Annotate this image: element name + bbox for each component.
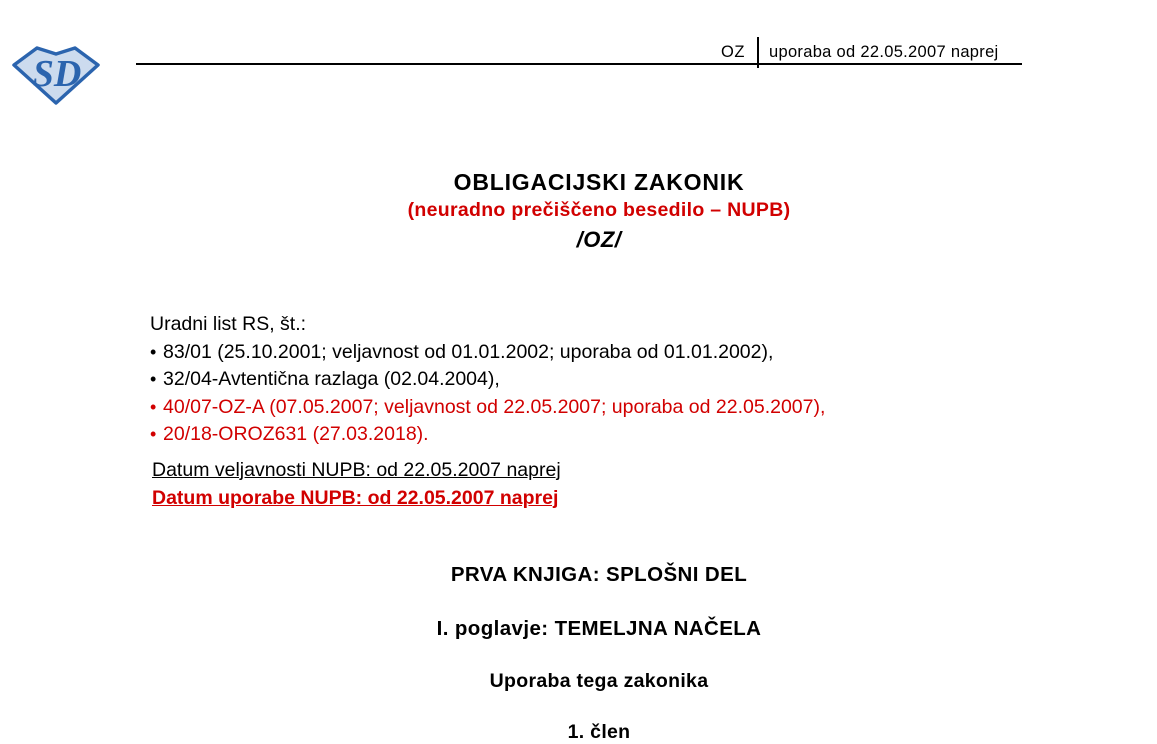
list-item xyxy=(150,366,825,394)
bullet-icon: • xyxy=(150,341,157,362)
gazette-list xyxy=(150,311,825,449)
header-validity-note: uporaba od 22.05.2007 naprej xyxy=(769,43,999,61)
document-title: OBLIGACIJSKI ZAKONIK xyxy=(453,169,745,195)
heading-subsection: Uporaba tega zakonika xyxy=(489,670,709,692)
gazette-entry: 83/01 (25.10.2001; veljavnost od 01.01.2002; uporaba od 01.01.2002), xyxy=(163,340,774,363)
logo-letters: SD xyxy=(32,53,82,95)
gazette-entry: 20/18-OROZ631 (27.03.2018). xyxy=(163,423,429,445)
bullet-icon: • xyxy=(150,424,157,444)
gazette-entry: 32/04-Avtentična razlaga (02.04.2004), xyxy=(163,368,500,390)
gazette-intro: Uradni list RS, št.: xyxy=(150,313,307,335)
heading-article: 1. člen xyxy=(567,721,631,743)
sd-shield-logo xyxy=(10,44,102,106)
document-abbreviation: /OZ/ xyxy=(576,227,622,252)
list-item xyxy=(150,394,825,422)
list-item xyxy=(150,339,825,367)
nupb-usage-date: Datum uporabe NUPB: od 22.05.2007 naprej xyxy=(152,486,559,509)
header-doc-code: OZ xyxy=(721,43,745,61)
heading-chapter: I. poglavje: TEMELJNA NAČELA xyxy=(436,617,762,640)
bullet-icon: • xyxy=(150,396,157,417)
list-item xyxy=(150,421,825,449)
document-subtitle: (neuradno prečiščeno besedilo – NUPB) xyxy=(407,199,791,221)
shield-icon xyxy=(10,44,102,106)
gazette-entry: 40/07-OZ-A (07.05.2007; veljavnost od 22.05.2007; uporaba od 22.05.2007), xyxy=(163,395,826,418)
bullet-icon: • xyxy=(150,369,157,389)
nupb-dates xyxy=(152,457,561,512)
heading-book: PRVA KNJIGA: SPLOŠNI DEL xyxy=(450,563,748,586)
nupb-validity-date: Datum veljavnosti NUPB: od 22.05.2007 naprej xyxy=(152,459,561,481)
